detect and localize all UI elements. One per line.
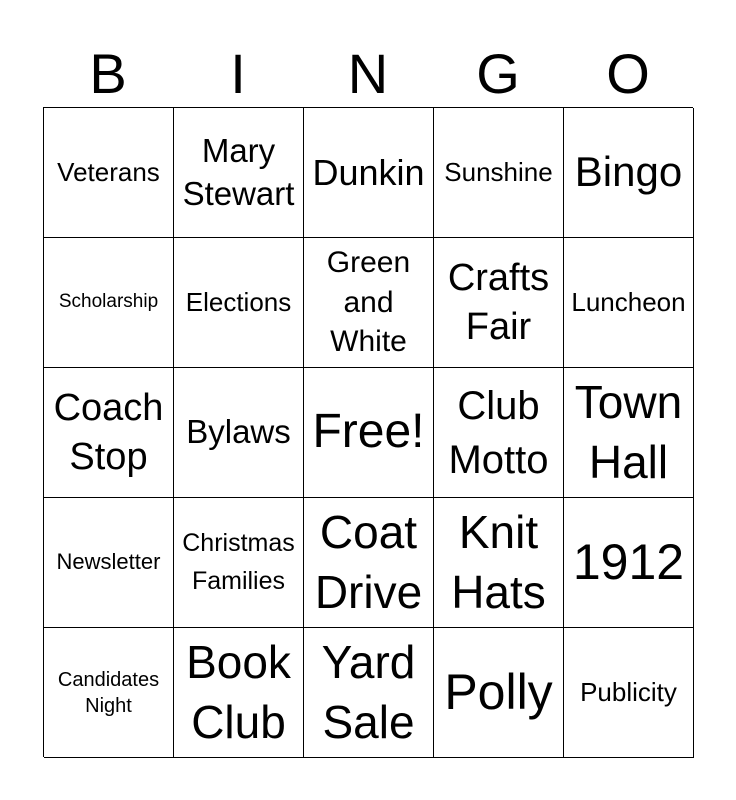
cell-label: Yard Sale — [321, 635, 416, 748]
cell-label: Candidates Night — [57, 668, 160, 717]
cell-label: Knit Hats — [451, 505, 546, 618]
cell-label: Dunkin — [312, 151, 425, 193]
cell-label: Christmas Families — [182, 529, 295, 595]
cell-label: Veterans — [57, 156, 160, 187]
bingo-cell[interactable] — [434, 108, 564, 238]
cell-label: Luncheon — [571, 286, 686, 317]
bingo-header — [43, 42, 693, 106]
cell-label: Mary Stewart — [182, 131, 295, 212]
bingo-cell[interactable] — [304, 498, 434, 628]
cell-label: Bingo — [574, 148, 683, 196]
bingo-cell[interactable] — [434, 368, 564, 498]
bingo-cell[interactable] — [44, 238, 174, 368]
header-letter-n: N — [347, 42, 389, 105]
bingo-cell[interactable] — [304, 368, 434, 498]
cell-label: Newsletter — [56, 549, 161, 575]
bingo-cell[interactable] — [564, 498, 694, 628]
cell-label: Scholarship — [58, 291, 159, 313]
cell-label: Town Hall — [574, 375, 683, 488]
cell-label: Free! — [312, 405, 425, 459]
bingo-cell[interactable] — [434, 628, 564, 758]
bingo-cell[interactable] — [564, 238, 694, 368]
cell-label: 1912 — [572, 534, 685, 590]
cell-label: Bylaws — [186, 413, 291, 451]
cell-label: Coach Stop — [53, 386, 164, 478]
bingo-cell[interactable] — [44, 108, 174, 238]
cell-label: Crafts Fair — [447, 256, 550, 348]
bingo-cell[interactable] — [304, 628, 434, 758]
bingo-cell[interactable] — [304, 108, 434, 238]
cell-label: Coat Drive — [314, 505, 423, 618]
header-letter-b: B — [89, 42, 127, 105]
bingo-cell[interactable] — [44, 628, 174, 758]
cell-label: Polly — [444, 664, 553, 720]
bingo-cell[interactable] — [174, 498, 304, 628]
bingo-cell[interactable] — [44, 498, 174, 628]
cell-label: Sunshine — [444, 156, 553, 187]
bingo-cell[interactable] — [434, 238, 564, 368]
cell-label: Elections — [185, 286, 292, 317]
bingo-cell[interactable] — [564, 628, 694, 758]
bingo-cell[interactable] — [304, 238, 434, 368]
header-letter-g: G — [476, 42, 520, 105]
bingo-cell[interactable] — [174, 628, 304, 758]
bingo-cell[interactable] — [44, 368, 174, 498]
bingo-cell[interactable] — [564, 108, 694, 238]
cell-label: Club Motto — [448, 383, 549, 482]
cell-label: Green and White — [326, 245, 411, 359]
bingo-cell[interactable] — [564, 368, 694, 498]
bingo-cell[interactable] — [434, 498, 564, 628]
header-letter-o: O — [606, 42, 650, 105]
bingo-cell[interactable] — [174, 108, 304, 238]
header-letter-i: I — [230, 42, 246, 105]
cell-label: Book Club — [186, 635, 291, 748]
bingo-cell[interactable] — [174, 368, 304, 498]
bingo-board — [43, 107, 693, 757]
bingo-cell[interactable] — [174, 238, 304, 368]
cell-label: Publicity — [580, 676, 677, 707]
